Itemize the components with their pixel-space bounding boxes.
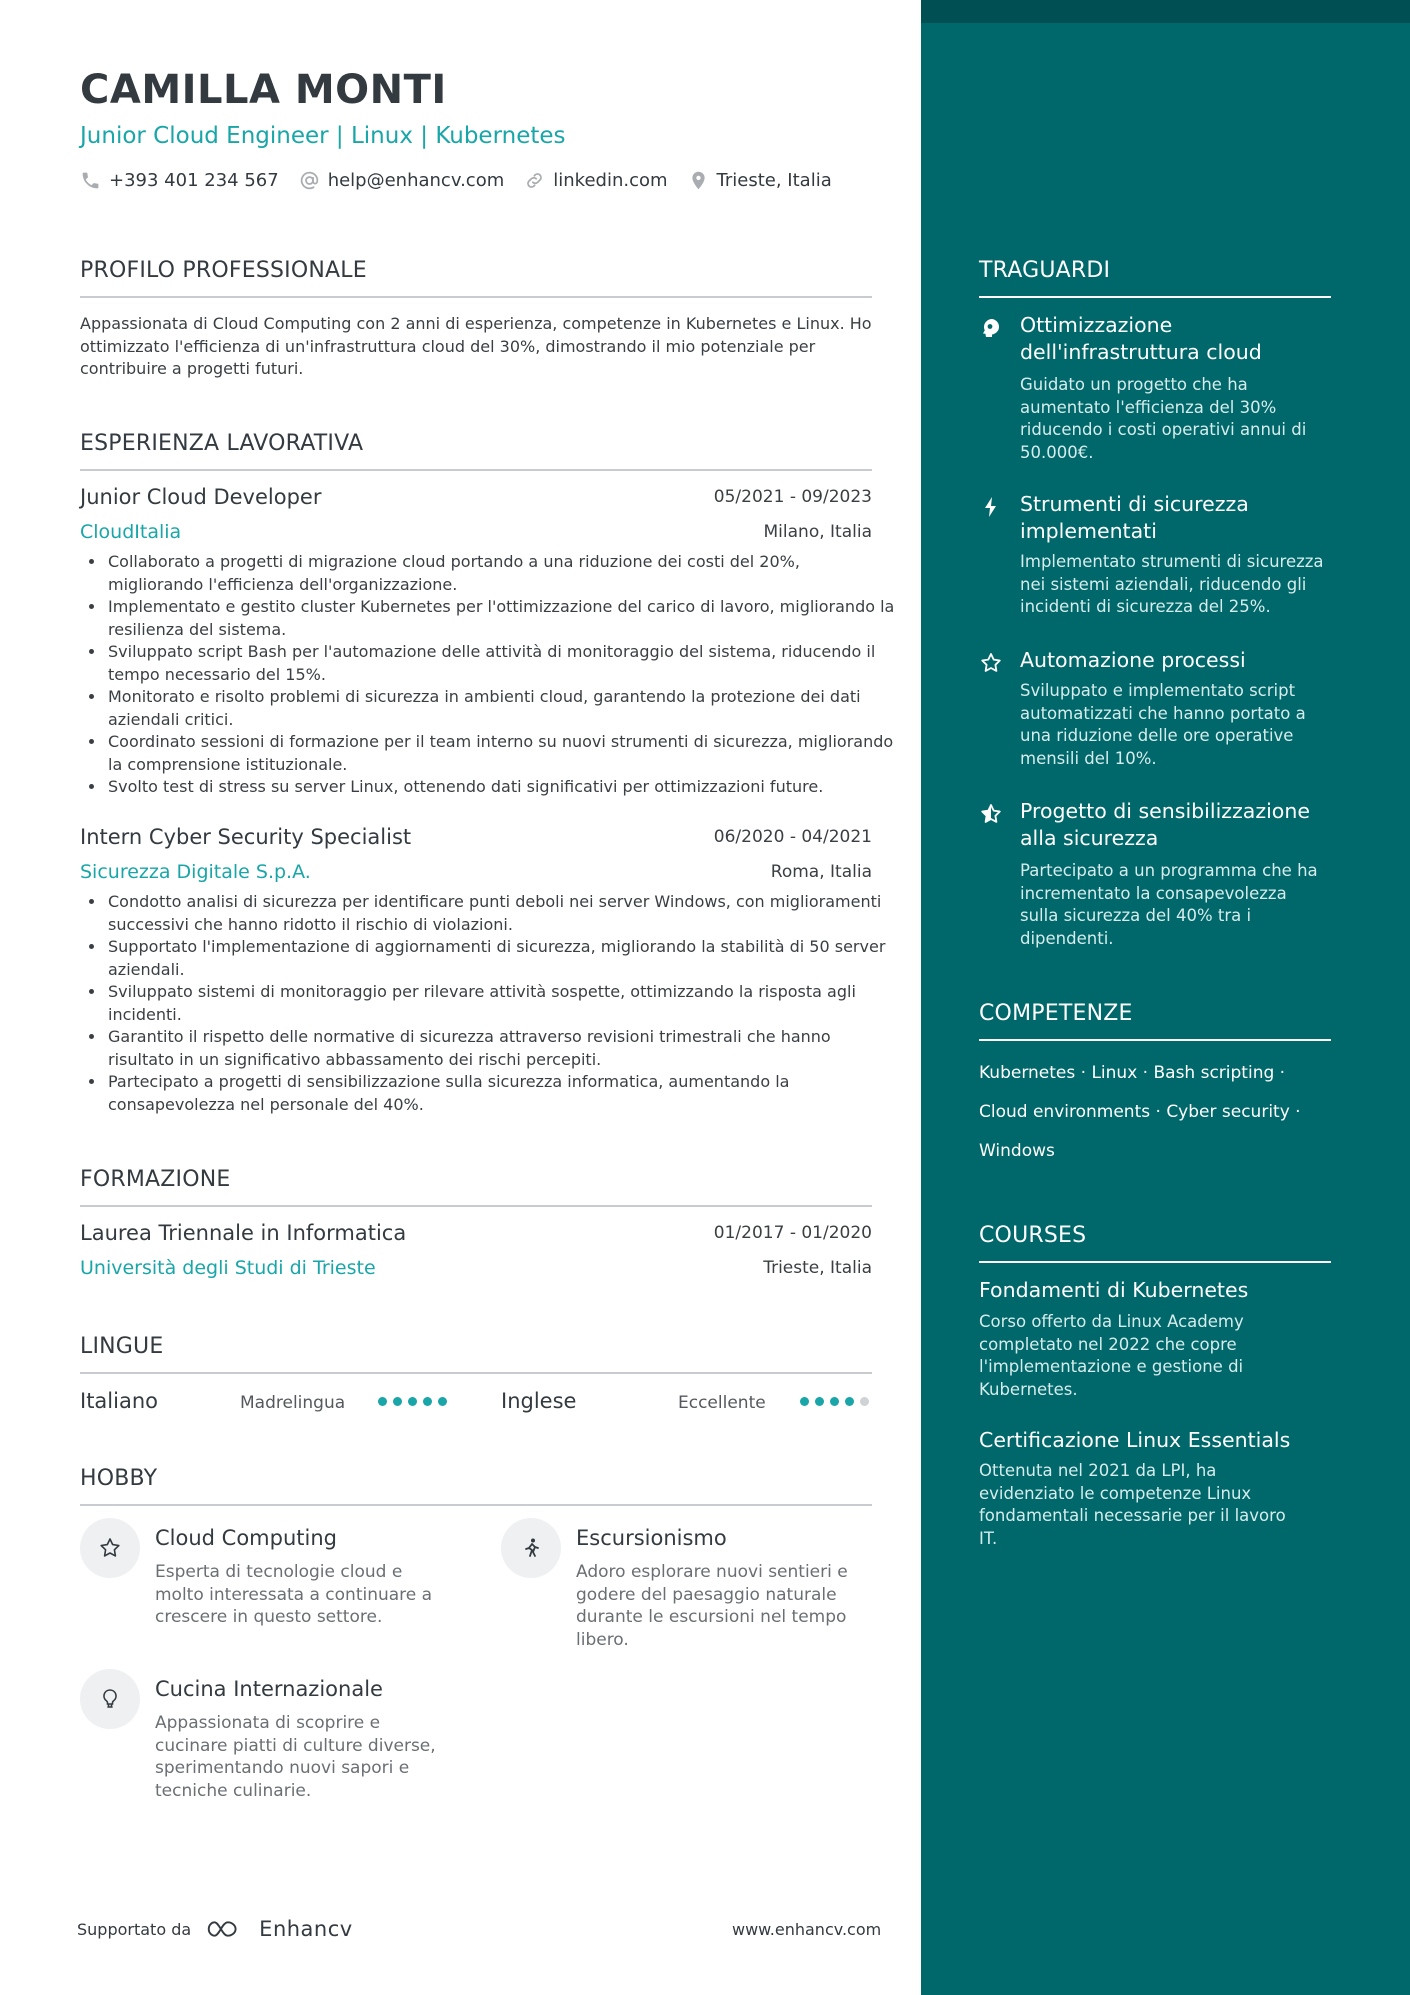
contact-linkedin[interactable] — [524, 170, 667, 191]
lightbulb-icon — [98, 1687, 122, 1711]
profile-heading: PROFILO PROFESSIONALE — [80, 258, 367, 283]
achievement-desc: Partecipato a un programma che ha incrementato la consapevolezza sulla sicurezza del 40% tra i dipendenti. — [1020, 861, 1318, 948]
languages-heading: LINGUE — [80, 1334, 164, 1359]
contact-bar — [80, 170, 852, 191]
hobby-icon-circle — [501, 1518, 561, 1578]
star-icon — [98, 1536, 122, 1560]
rating-dot — [845, 1397, 854, 1406]
job-bullet: • Collaborato a progetti di migrazione cloud portando a una riduzione dei costi del 20%, migliorando l'efficienza dell'organizzazione. — [106, 551, 898, 596]
skills-divider — [979, 1039, 1331, 1041]
job-bullet: • Condotto analisi di sicurezza per identificare punti deboli nei server Windows, con miglioramenti successivi che hanno ridotto il rischio di violazioni. — [106, 891, 898, 936]
contact-location — [688, 170, 832, 191]
education-heading: FORMAZIONE — [80, 1167, 231, 1192]
enhancv-brand: Enhancv — [259, 1917, 353, 1941]
skill-item: Kubernetes — [979, 1063, 1076, 1083]
contact-email[interactable] — [299, 170, 505, 191]
brain-icon — [979, 316, 1003, 340]
achievement-title: Strumenti di sicurezza implementati — [1020, 492, 1249, 543]
enhancv-logo-icon — [203, 1917, 249, 1941]
hobby-icon-circle — [80, 1518, 140, 1578]
hobby-icon-circle — [80, 1669, 140, 1729]
job-bullet: • Coordinato sessioni di formazione per il team interno su nuovi strumenti di sicurezza, migliorando la comprensione istituzionale. — [106, 731, 898, 776]
hobby-title: Cucina Internazionale — [155, 1677, 383, 1701]
language-rating — [378, 1397, 453, 1406]
job-dates: 06/2020 - 04/2021 — [713, 827, 872, 847]
job-company[interactable]: Sicurezza Digitale S.p.A. — [80, 861, 311, 883]
job-bullets — [80, 891, 898, 1116]
job-bullet: • Supportato l'implementazione di aggiornamenti di sicurezza, migliorando la stabilità di 50 server aziendali. — [106, 936, 898, 981]
achievement-title: Automazione processi — [1020, 648, 1246, 672]
rating-dot — [800, 1397, 809, 1406]
job-location: Roma, Italia — [770, 862, 872, 882]
profile-divider — [80, 296, 872, 298]
candidate-name: CAMILLA MONTI — [80, 67, 447, 113]
job-title: Junior Cloud Developer — [80, 485, 322, 509]
rating-dot — [408, 1397, 417, 1406]
rating-dot — [378, 1397, 387, 1406]
link-icon — [524, 170, 545, 191]
job-bullet: • Sviluppato script Bash per l'automazione delle attività di monitoraggio del sistema, riducendo il tempo necessario del 15%. — [106, 641, 898, 686]
skill-item: Linux — [1091, 1063, 1138, 1083]
achievement-desc: Implementato strumenti di sicurezza nei sistemi aziendali, riducendo gli incidenti di sicurezza del 25%. — [1020, 552, 1324, 616]
job-dates: 05/2021 - 09/2023 — [713, 487, 872, 507]
hobby-desc: Adoro esplorare nuovi sentieri e godere del paesaggio naturale durante le escursioni nel tempo libero. — [576, 1562, 848, 1650]
experience-divider — [80, 469, 872, 471]
skill-item: Bash scripting — [1153, 1063, 1275, 1083]
job-bullet: • Sviluppato sistemi di monitoraggio per rilevare attività sospette, ottimizzando la risposta agli incidenti. — [106, 981, 898, 1026]
course-desc: Ottenuta nel 2021 da LPI, ha evidenziato le competenze Linux fondamentali necessarie per il lavoro IT. — [979, 1461, 1286, 1548]
education-degree: Laurea Triennale in Informatica — [80, 1221, 407, 1245]
skill-item: Cloud environments — [979, 1102, 1151, 1122]
powered-by-text: Supportato da — [77, 1919, 192, 1939]
hobby-title: Escursionismo — [576, 1526, 727, 1550]
language-level: Eccellente — [678, 1393, 766, 1413]
course-desc: Corso offerto da Linux Academy completato nel 2022 che copre l'implementazione e gestione di Kubernetes. — [979, 1312, 1244, 1399]
rating-dot — [438, 1397, 447, 1406]
contact-location-text: Trieste, Italia — [716, 170, 832, 191]
language-name: Inglese — [501, 1389, 577, 1413]
candidate-title: Junior Cloud Engineer | Linux | Kubernetes — [80, 123, 566, 149]
education-dates: 01/2017 - 01/2020 — [713, 1223, 872, 1243]
achievement-title: Ottimizzazione dell'infrastruttura cloud — [1020, 313, 1262, 364]
star-outline-icon — [979, 651, 1003, 675]
sidebar — [921, 0, 1410, 1995]
footer-powered-by — [77, 1917, 353, 1941]
education-location: Trieste, Italia — [763, 1258, 872, 1278]
hobby-title: Cloud Computing — [155, 1526, 337, 1550]
rating-dot — [423, 1397, 432, 1406]
job-bullet: • Implementato e gestito cluster Kubernetes per l'ottimizzazione del carico di lavoro, migliorando la resilienza del sistema. — [106, 596, 898, 641]
hobby-desc: Esperta di tecnologie cloud e molto interessata a continuare a crescere in questo settore. — [155, 1562, 433, 1627]
language-name: Italiano — [80, 1389, 158, 1413]
achievement-desc: Sviluppato e implementato script automatizzati che hanno portato a una riduzione delle ore operative mensili del 10%. — [1020, 681, 1306, 768]
skill-item: Cyber security — [1166, 1102, 1290, 1122]
at-icon — [299, 170, 320, 191]
course-title: Fondamenti di Kubernetes — [979, 1278, 1249, 1302]
rating-dot — [860, 1397, 869, 1406]
location-pin-icon — [688, 170, 709, 191]
skills-list: Kubernetes · Linux · Bash scripting · Cloud environments · Cyber security · Windows — [979, 1063, 1301, 1161]
education-divider — [80, 1205, 872, 1207]
hobby-divider — [80, 1504, 872, 1506]
job-bullet: • Partecipato a progetti di sensibilizzazione sulla sicurezza informatica, aumentando la consapevolezza nel personale del 40%. — [106, 1071, 898, 1116]
contact-linkedin-text: linkedin.com — [553, 170, 668, 191]
lightning-icon — [979, 495, 1003, 519]
language-level: Madrelingua — [240, 1393, 346, 1413]
job-bullet: • Svolto test di stress su server Linux, ottenendo dati significativi per ottimizzazioni future. — [106, 776, 898, 799]
footer-website[interactable]: www.enhancv.com — [732, 1920, 882, 1939]
courses-divider — [979, 1261, 1331, 1263]
job-bullet: • Garantito il rispetto delle normative di sicurezza attraverso revisioni trimestrali che hanno risultato in un significativo abbassamento dei rischi percepiti. — [106, 1026, 898, 1071]
languages-divider — [80, 1372, 872, 1374]
contact-phone[interactable] — [80, 170, 279, 191]
contact-phone-text: +393 401 234 567 — [109, 170, 279, 191]
achievements-divider — [979, 296, 1331, 298]
contact-email-text: help@enhancv.com — [327, 170, 505, 191]
achievement-title: Progetto di sensibilizzazione alla sicurezza — [1020, 799, 1310, 850]
course-title: Certificazione Linux Essentials — [979, 1428, 1291, 1452]
skills-heading: COMPETENZE — [979, 1001, 1133, 1026]
phone-icon — [80, 170, 101, 191]
experience-heading: ESPERIENZA LAVORATIVA — [80, 431, 364, 456]
job-company[interactable]: CloudItalia — [80, 521, 182, 543]
achievement-desc: Guidato un progetto che ha aumentato l'efficienza del 30% riducendo i costi operativi annui di 50.000€. — [1020, 375, 1307, 462]
job-bullets — [80, 551, 898, 799]
achievements-heading: TRAGUARDI — [979, 258, 1111, 283]
sidebar-top-band — [921, 0, 1410, 23]
job-bullet: • Monitorato e risolto problemi di sicurezza in ambienti cloud, garantendo la protezione dei dati aziendali critici. — [106, 686, 898, 731]
job-title: Intern Cyber Security Specialist — [80, 825, 412, 849]
language-rating — [800, 1397, 875, 1406]
hobby-desc: Appassionata di scoprire e cucinare piatti di culture diverse, sperimentando nuovi sapori e tecniche culinarie. — [155, 1713, 436, 1801]
job-location: Milano, Italia — [763, 522, 872, 542]
star-half-icon — [979, 802, 1003, 826]
hiking-icon — [519, 1536, 543, 1560]
courses-heading: COURSES — [979, 1223, 1087, 1248]
rating-dot — [393, 1397, 402, 1406]
education-school[interactable]: Università degli Studi di Trieste — [80, 1257, 376, 1279]
skill-item: Windows — [979, 1141, 1055, 1161]
rating-dot — [815, 1397, 824, 1406]
rating-dot — [830, 1397, 839, 1406]
hobby-heading: HOBBY — [80, 1466, 158, 1491]
profile-text: Appassionata di Cloud Computing con 2 anni di esperienza, competenze in Kubernetes e Linux. Ho ottimizzato l'efficienza di un'infrastruttura cloud del 30%, dimostrando il mio potenziale per contribuire a progetti futuri. — [80, 314, 872, 378]
